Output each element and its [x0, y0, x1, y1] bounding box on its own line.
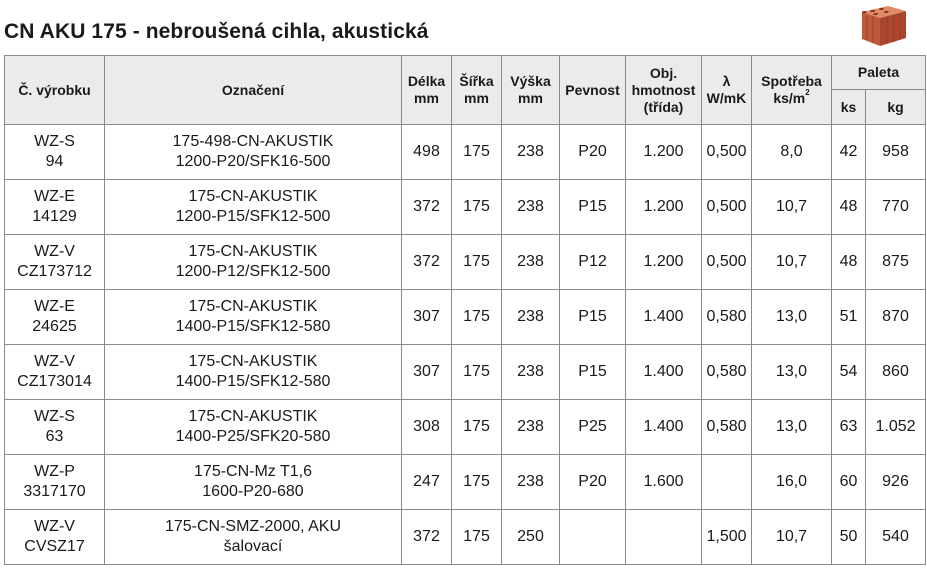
cell-height: 238: [502, 455, 560, 510]
cell-usage: 13,0: [752, 290, 832, 345]
cell-kg: 1.052: [866, 400, 926, 455]
cell-length: 498: [402, 125, 452, 180]
cell-height: 238: [502, 235, 560, 290]
cell-length: 372: [402, 510, 452, 565]
cell-width: 175: [452, 235, 502, 290]
table-row: [5, 345, 926, 400]
cell-length: 372: [402, 180, 452, 235]
cell-code: WZ-S 94: [5, 125, 105, 180]
header-pallet: Paleta: [832, 56, 926, 90]
cell-code: WZ-S 63: [5, 400, 105, 455]
cell-ks: 42: [832, 125, 866, 180]
cell-length: 307: [402, 345, 452, 400]
cell-density: [626, 510, 702, 565]
cell-code: WZ-V CZ173712: [5, 235, 105, 290]
table-row: [5, 400, 926, 455]
table-row: [5, 235, 926, 290]
cell-width: 175: [452, 180, 502, 235]
cell-ks: 54: [832, 345, 866, 400]
cell-lambda: 0,500: [702, 125, 752, 180]
cell-name: 175-CN-AKUSTIK 1400-P25/SFK20-580: [105, 400, 402, 455]
cell-code: WZ-E 24625: [5, 290, 105, 345]
header-pallet-ks: ks: [832, 90, 866, 125]
cell-strength: P15: [560, 180, 626, 235]
brick-icon: [858, 2, 910, 48]
cell-lambda: 0,580: [702, 290, 752, 345]
cell-name: 175-CN-SMZ-2000, AKU šalovací: [105, 510, 402, 565]
cell-lambda: [702, 455, 752, 510]
cell-length: 307: [402, 290, 452, 345]
cell-density: 1.400: [626, 400, 702, 455]
cell-name: 175-CN-AKUSTIK 1400-P15/SFK12-580: [105, 290, 402, 345]
cell-kg: 860: [866, 345, 926, 400]
table-row: [5, 180, 926, 235]
cell-ks: 50: [832, 510, 866, 565]
cell-height: 238: [502, 345, 560, 400]
cell-density: 1.200: [626, 125, 702, 180]
cell-ks: 48: [832, 180, 866, 235]
cell-name: 175-498-CN-AKUSTIK 1200-P20/SFK16-500: [105, 125, 402, 180]
cell-kg: 958: [866, 125, 926, 180]
cell-kg: 875: [866, 235, 926, 290]
cell-strength: P25: [560, 400, 626, 455]
cell-name: 175-CN-Mz T1,6 1600-P20-680: [105, 455, 402, 510]
cell-height: 238: [502, 290, 560, 345]
table-row: [5, 290, 926, 345]
cell-density: 1.200: [626, 235, 702, 290]
cell-kg: 870: [866, 290, 926, 345]
cell-lambda: 0,500: [702, 180, 752, 235]
cell-width: 175: [452, 290, 502, 345]
cell-usage: 10,7: [752, 510, 832, 565]
cell-kg: 926: [866, 455, 926, 510]
cell-usage: 10,7: [752, 235, 832, 290]
table-body: [5, 125, 926, 565]
header-height: Výška mm: [502, 56, 560, 125]
cell-width: 175: [452, 455, 502, 510]
cell-kg: 540: [866, 510, 926, 565]
products-table: [4, 55, 926, 565]
cell-length: 247: [402, 455, 452, 510]
cell-length: 372: [402, 235, 452, 290]
cell-width: 175: [452, 125, 502, 180]
cell-lambda: 0,580: [702, 400, 752, 455]
cell-height: 238: [502, 400, 560, 455]
cell-height: 238: [502, 125, 560, 180]
cell-usage: 13,0: [752, 400, 832, 455]
cell-strength: P15: [560, 290, 626, 345]
header-width: Šířka mm: [452, 56, 502, 125]
cell-usage: 16,0: [752, 455, 832, 510]
cell-lambda: 1,500: [702, 510, 752, 565]
cell-kg: 770: [866, 180, 926, 235]
cell-height: 238: [502, 180, 560, 235]
cell-height: 250: [502, 510, 560, 565]
cell-name: 175-CN-AKUSTIK 1200-P12/SFK12-500: [105, 235, 402, 290]
table-row: [5, 510, 926, 565]
header-length: Délka mm: [402, 56, 452, 125]
cell-strength: P12: [560, 235, 626, 290]
cell-width: 175: [452, 345, 502, 400]
cell-length: 308: [402, 400, 452, 455]
cell-ks: 51: [832, 290, 866, 345]
table-row: [5, 455, 926, 510]
cell-ks: 60: [832, 455, 866, 510]
cell-usage: 13,0: [752, 345, 832, 400]
header-name: Označení: [105, 56, 402, 125]
header-density: Obj. hmotnost (třída): [626, 56, 702, 125]
header-lambda: λ W/mK: [702, 56, 752, 125]
cell-density: 1.200: [626, 180, 702, 235]
table-row: [5, 125, 926, 180]
cell-lambda: 0,580: [702, 345, 752, 400]
cell-usage: 8,0: [752, 125, 832, 180]
header-code: Č. výrobku: [5, 56, 105, 125]
header-usage: Spotřeba $ks/m^2$: [752, 56, 832, 125]
cell-ks: 48: [832, 235, 866, 290]
cell-lambda: 0,500: [702, 235, 752, 290]
cell-usage: 10,7: [752, 180, 832, 235]
cell-width: 175: [452, 400, 502, 455]
cell-strength: P15: [560, 345, 626, 400]
cell-strength: P20: [560, 125, 626, 180]
header-pallet-kg: kg: [866, 90, 926, 125]
cell-code: WZ-E 14129: [5, 180, 105, 235]
cell-width: 175: [452, 510, 502, 565]
cell-code: WZ-P 3317170: [5, 455, 105, 510]
cell-density: 1.400: [626, 345, 702, 400]
cell-density: 1.400: [626, 290, 702, 345]
cell-strength: P20: [560, 455, 626, 510]
page-title: CN AKU 175 - nebroušená cihla, akustická: [4, 20, 429, 43]
cell-code: WZ-V CZ173014: [5, 345, 105, 400]
cell-ks: 63: [832, 400, 866, 455]
table-header: [5, 56, 926, 125]
cell-strength: [560, 510, 626, 565]
cell-density: 1.600: [626, 455, 702, 510]
cell-code: WZ-V CVSZ17: [5, 510, 105, 565]
cell-name: 175-CN-AKUSTIK 1400-P15/SFK12-580: [105, 345, 402, 400]
cell-name: 175-CN-AKUSTIK 1200-P15/SFK12-500: [105, 180, 402, 235]
header-strength: Pevnost: [560, 56, 626, 125]
